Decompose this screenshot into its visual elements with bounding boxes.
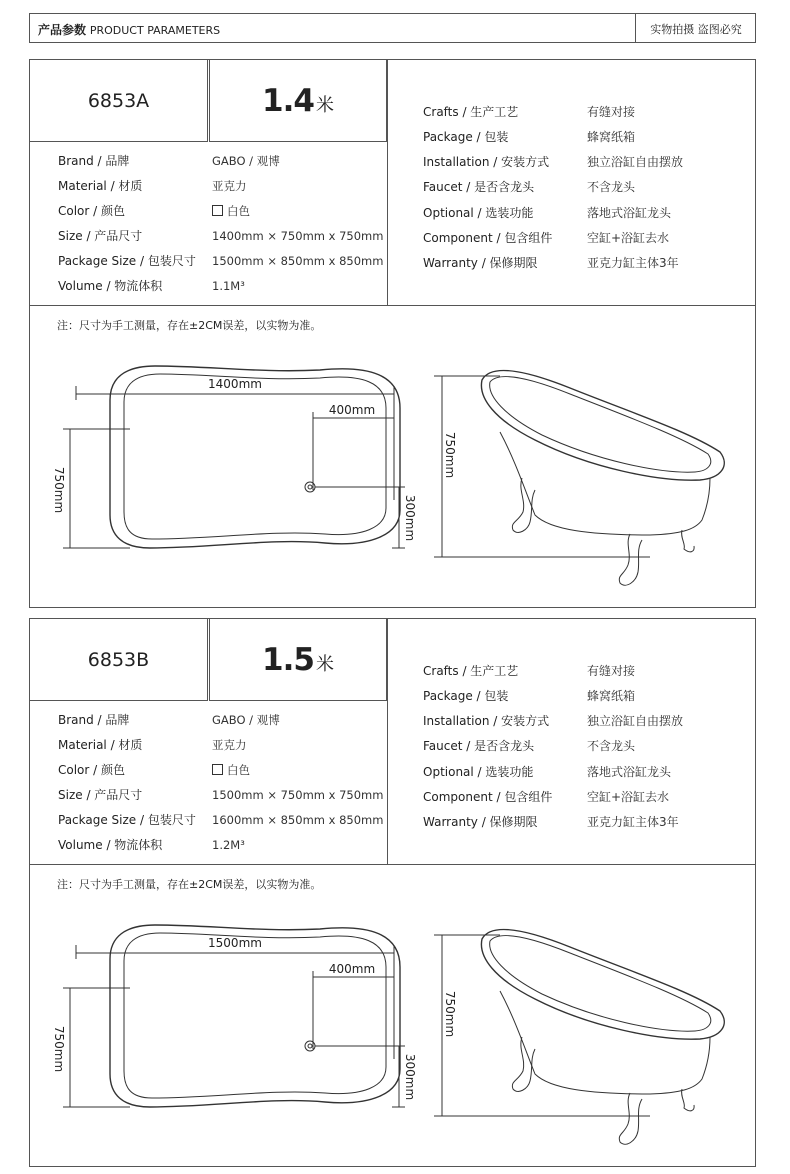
spec-label: Size / 产品尺寸 xyxy=(58,788,143,802)
spec-label: Crafts / 生产工艺 xyxy=(423,105,519,119)
model-number: 6853A xyxy=(87,90,150,112)
spec-label: Material / 材质 xyxy=(58,179,143,193)
spec-value: 有缝对接 xyxy=(587,105,636,119)
header-title-cn: 产品参数 xyxy=(38,23,87,37)
spec-label: Volume / 物流体积 xyxy=(58,838,163,852)
product-section-6853a xyxy=(29,59,756,608)
spec-label: Optional / 选装功能 xyxy=(423,765,534,779)
spec-value: 蜂窝纸箱 xyxy=(587,689,636,703)
dim-label-height: 750mm xyxy=(443,431,457,479)
tub-top-view-outer xyxy=(110,925,400,1107)
spec-value: 空缸+浴缸去水 xyxy=(587,231,670,245)
dim-label-width: 750mm xyxy=(52,466,66,514)
dim-label-length: 1500mm xyxy=(208,936,262,950)
length-unit: 米 xyxy=(315,654,334,675)
tub-side-view-body xyxy=(500,432,710,535)
drain-inner xyxy=(308,485,312,489)
dimension-drawing xyxy=(30,60,755,607)
spec-label: Optional / 选装功能 xyxy=(423,206,534,220)
spec-label: Package / 包装 xyxy=(423,130,509,144)
tub-side-view-rim-inner xyxy=(490,377,711,473)
tub-side-view-rim-inner xyxy=(490,936,711,1032)
spec-label: Color / 颜色 xyxy=(58,204,126,218)
spec-value: 亚克力缸主体3年 xyxy=(587,815,679,829)
spec-value: GABO / 观博 xyxy=(212,713,280,727)
spec-label: Component / 包含组件 xyxy=(423,231,553,245)
spec-value: 空缸+浴缸去水 xyxy=(587,790,670,804)
header-divider xyxy=(635,14,636,42)
spec-label: Brand / 品牌 xyxy=(58,713,130,727)
product-section-6853b xyxy=(29,618,756,1167)
tub-foot xyxy=(682,1089,695,1111)
spec-label: Warranty / 保修期限 xyxy=(423,256,538,270)
measurement-notice: 注：尺寸为手工测量，存在±2CM误差，以实物为准。 xyxy=(57,319,322,332)
spec-value: 蜂窝纸箱 xyxy=(587,130,636,144)
drain-inner xyxy=(308,1044,312,1048)
model-number: 6853B xyxy=(87,649,150,671)
spec-label: Package Size / 包装尺寸 xyxy=(58,254,196,268)
spec-value: 有缝对接 xyxy=(587,664,636,678)
header-title xyxy=(38,21,220,38)
tub-side-view-body xyxy=(500,991,710,1094)
spec-label: Installation / 安装方式 xyxy=(423,714,550,728)
spec-value: 亚克力 xyxy=(212,179,247,193)
spec-label: Size / 产品尺寸 xyxy=(58,229,143,243)
spec-label: Volume / 物流体积 xyxy=(58,279,163,293)
length-value: 1.5 xyxy=(262,642,314,678)
dim-label-length: 1400mm xyxy=(208,377,262,391)
spec-value: 亚克力缸主体3年 xyxy=(587,256,679,270)
dimension-drawing xyxy=(30,619,755,1166)
spec-label: Warranty / 保修期限 xyxy=(423,815,538,829)
spec-value: 1.2M³ xyxy=(212,838,245,852)
tub-top-view-inner xyxy=(124,374,386,539)
spec-label: Crafts / 生产工艺 xyxy=(423,664,519,678)
spec-value: 1.1M³ xyxy=(212,279,245,293)
header-note: 实物拍摄 盗图必究 xyxy=(650,23,742,36)
spec-value: 独立浴缸自由摆放 xyxy=(587,714,684,728)
tub-side-view-rim xyxy=(481,930,724,1040)
spec-label: Installation / 安装方式 xyxy=(423,155,550,169)
spec-value: 1600mm × 850mm x 850mm xyxy=(212,813,384,827)
color-text: 白色 xyxy=(227,204,250,218)
spec-value: 1400mm × 750mm x 750mm xyxy=(212,229,384,243)
dim-label-drain-offset: 300mm xyxy=(403,1053,417,1101)
spec-value: 不含龙头 xyxy=(587,180,636,194)
tub-foot xyxy=(619,1093,642,1144)
tub-top-view-inner xyxy=(124,933,386,1098)
measurement-notice: 注：尺寸为手工测量，存在±2CM误差，以实物为准。 xyxy=(57,878,322,891)
dim-label-drain: 400mm xyxy=(328,403,376,417)
spec-label: Package Size / 包装尺寸 xyxy=(58,813,196,827)
spec-value: GABO / 观博 xyxy=(212,154,280,168)
spec-value: 1500mm × 850mm x 850mm xyxy=(212,254,384,268)
dim-label-height: 750mm xyxy=(443,990,457,1038)
spec-value: 独立浴缸自由摆放 xyxy=(587,155,684,169)
spec-label: Color / 颜色 xyxy=(58,763,126,777)
tub-top-view-outer xyxy=(110,366,400,548)
spec-label: Faucet / 是否含龙头 xyxy=(423,739,535,753)
header-title-en: PRODUCT PARAMETERS xyxy=(89,24,221,37)
tub-foot xyxy=(682,530,695,552)
dim-label-drain: 400mm xyxy=(328,962,376,976)
spec-value: 亚克力 xyxy=(212,738,247,752)
spec-label: Component / 包含组件 xyxy=(423,790,553,804)
length-unit: 米 xyxy=(315,95,334,116)
dim-label-drain-offset: 300mm xyxy=(403,494,417,542)
tub-foot xyxy=(619,534,642,585)
spec-label: Brand / 品牌 xyxy=(58,154,130,168)
tub-side-view-rim xyxy=(481,371,724,481)
spec-value: 不含龙头 xyxy=(587,739,636,753)
spec-label: Faucet / 是否含龙头 xyxy=(423,180,535,194)
length-value: 1.4 xyxy=(262,83,314,119)
dim-label-width: 750mm xyxy=(52,1025,66,1073)
spec-label: Package / 包装 xyxy=(423,689,509,703)
spec-label: Material / 材质 xyxy=(58,738,143,752)
spec-value: 落地式浴缸龙头 xyxy=(587,206,672,220)
page-header xyxy=(29,13,756,43)
spec-value: 落地式浴缸龙头 xyxy=(587,765,672,779)
spec-value: 1500mm × 750mm x 750mm xyxy=(212,788,384,802)
color-text: 白色 xyxy=(227,763,250,777)
